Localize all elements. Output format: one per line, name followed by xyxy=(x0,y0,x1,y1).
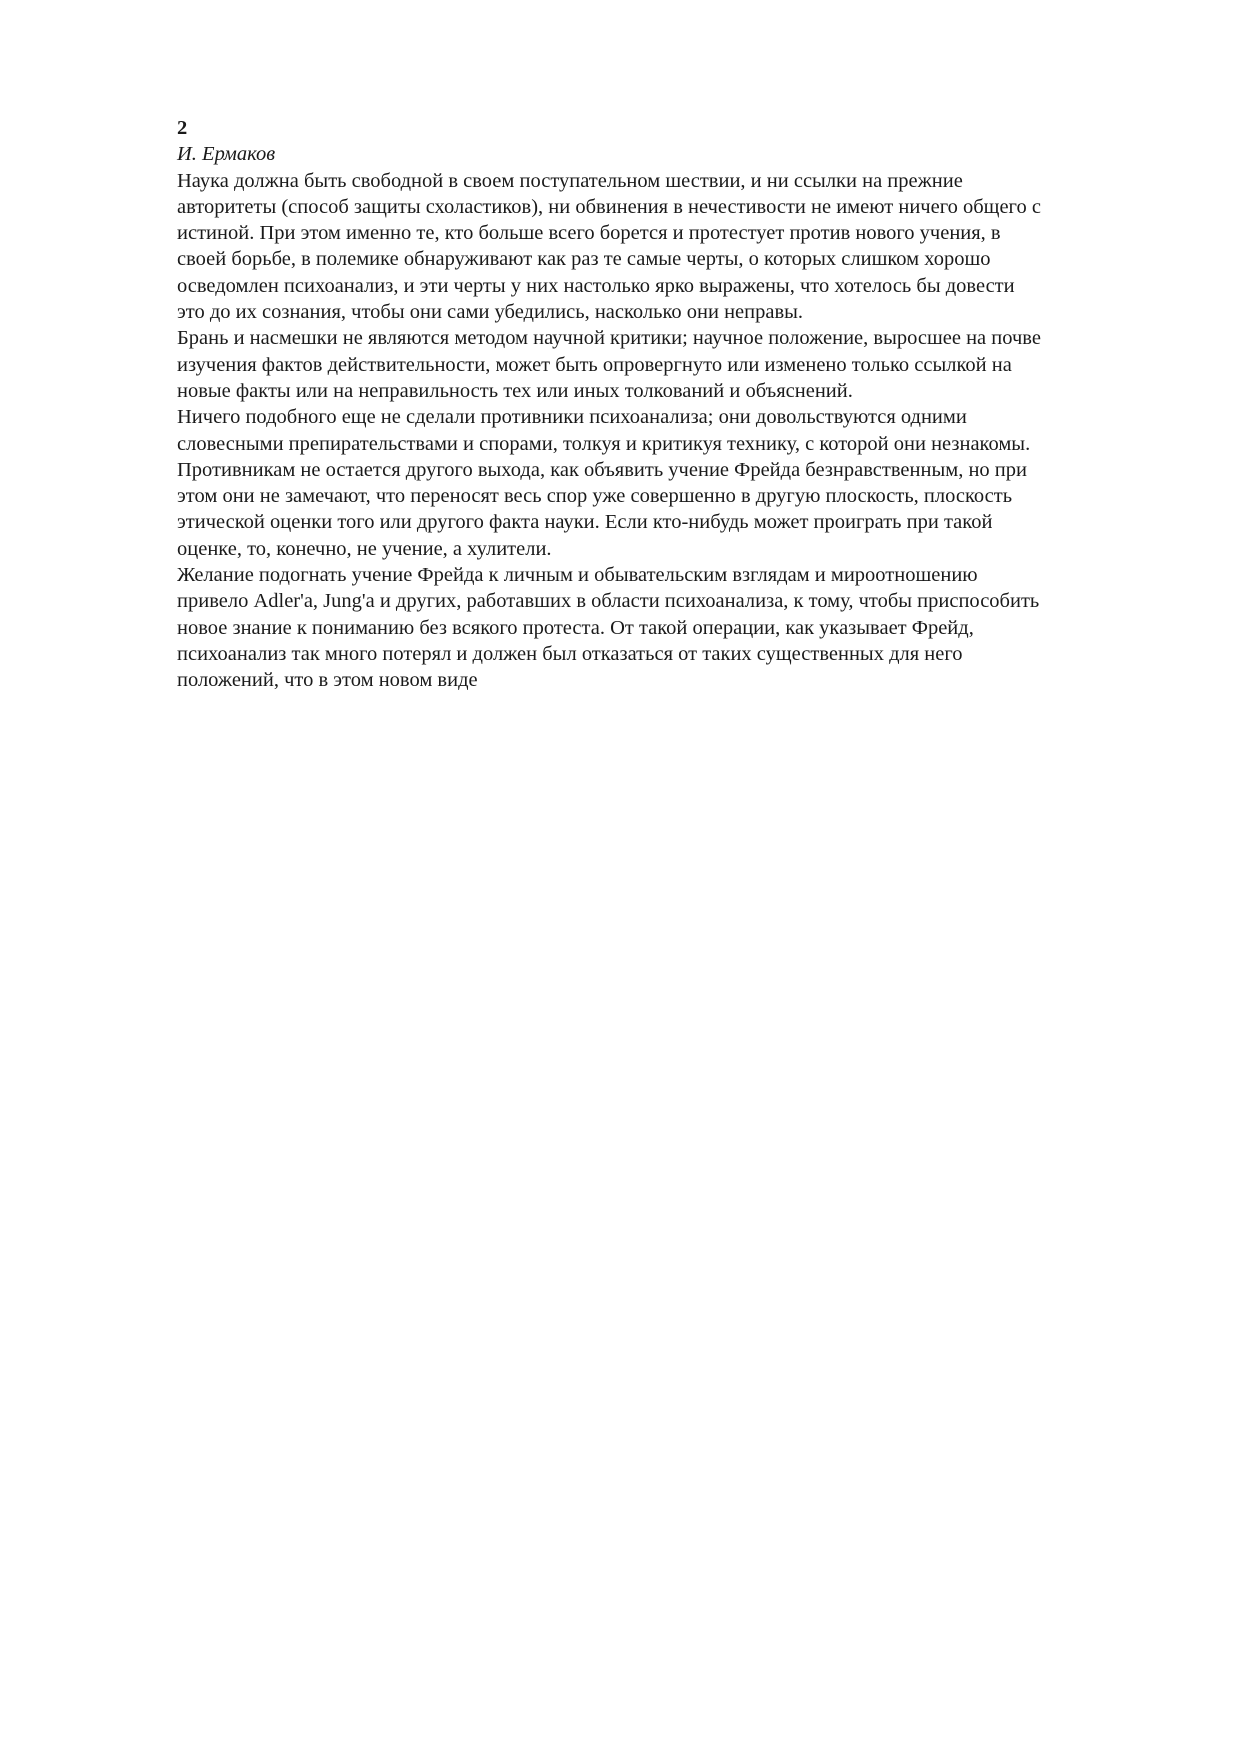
text-line: это до их сознания, чтобы они сами убедились, насколько они неправы. xyxy=(177,301,804,324)
text-line: Противникам не остается другого выхода, как объявить учение Фрейда безнравственным, но при xyxy=(177,458,1027,481)
text-block xyxy=(177,115,1167,694)
text-line: новое знание к пониманию без всякого протеста. От такой операции, как указывает Фрейд, xyxy=(177,616,974,639)
page-number: 2 xyxy=(177,117,188,139)
text-line: положений, что в этом новом виде xyxy=(177,669,478,692)
text-line: новые факты или на неправильность тех или иных толкований и объяснений. xyxy=(177,379,853,402)
text-line: этом они не замечают, что переносят весь спор уже совершенно в другую плоскость, плоскость xyxy=(177,485,1013,508)
body-text xyxy=(177,168,1167,694)
text-line: этической оценки того или другого факта науки. Если кто-нибудь может проиграть при такой xyxy=(177,511,993,534)
text-line: истиной. При этом именно те, кто больше всего борется и протестует против нового учения, в xyxy=(177,222,1001,245)
text-line: осведомлен психоанализ, и эти черты у них настолько ярко выражены, что хотелось бы довести xyxy=(177,274,1015,297)
text-line: привело Adler'a, Jung'a и других, работавших в области психоанализа, к тому, чтобы приспособить xyxy=(177,590,1040,613)
text-line: оценке, то, конечно, не учение, а хулители. xyxy=(177,537,552,560)
text-line: Наука должна быть свободной в своем поступательном шествии, и ни ссылки на прежние xyxy=(177,169,963,192)
text-line: Ничего подобного еще не сделали противники психоанализа; они довольствуются одними xyxy=(177,406,967,429)
text-line: психоанализ так много потерял и должен был отказаться от таких существенных для него xyxy=(177,642,963,665)
text-line: словесными препирательствами и спорами, толкуя и критикуя технику, с которой они незнакомы. xyxy=(177,432,1031,455)
text-line: своей борьбе, в полемике обнаруживают как раз те самые черты, о которых слишком хорошо xyxy=(177,248,991,271)
text-line: авторитеты (способ защиты схоластиков), ни обвинения в нечестивости не имеют ничего общего с xyxy=(177,195,1041,218)
text-line: Брань и насмешки не являются методом научной критики; научное положение, выросшее на почве xyxy=(177,327,1041,350)
text-line: Желание подогнать учение Фрейда к личным и обывательским взглядам и мироотношению xyxy=(177,564,978,587)
text-line: изучения фактов действительности, может быть опровергнуто или изменено только ссылкой на xyxy=(177,353,1012,376)
author-name: И. Ермаков xyxy=(177,143,276,166)
